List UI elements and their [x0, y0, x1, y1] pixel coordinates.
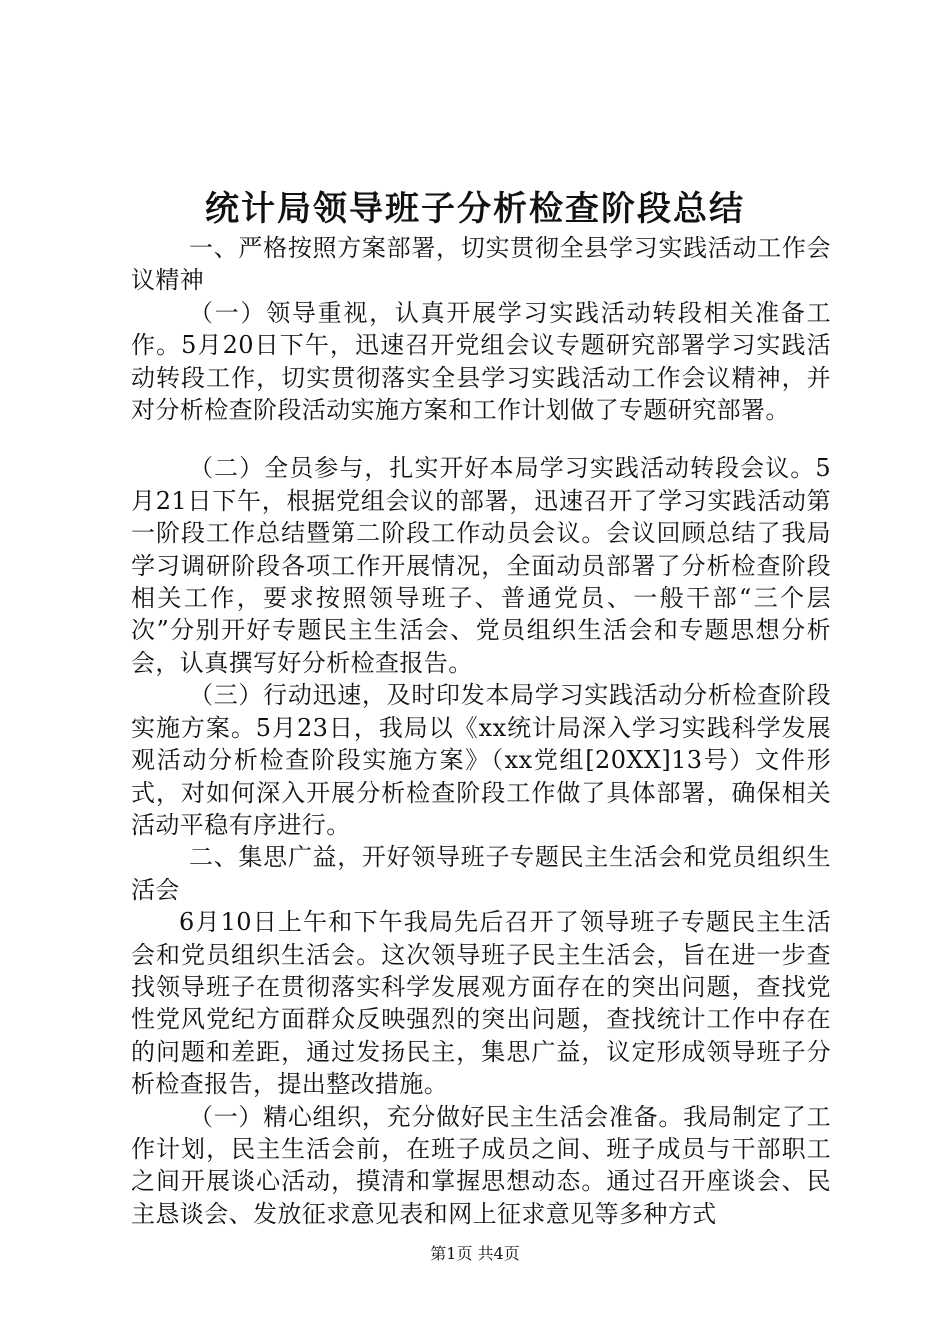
- paragraph-2-1: （一）精心组织，充分做好民主生活会准备。我局制定了工作计划，民主生活会前，在班子成员之间、班子成员与干部职工之间开展谈心活动，摸清和掌握思想动态。通过召开座谈会、民主恳谈会、发放征求意见表和网上征求意见等多种方式: [131, 1102, 831, 1228]
- paragraph-1-1: （一）领导重视，认真开展学习实践活动转段相关准备工作。5月20日下午，迅速召开党组会议专题研究部署学习实践活动转段工作，切实贯彻落实全县学习实践活动工作会议精神，并对分析检查阶段活动实施方案和工作计划做了专题研究部署。: [131, 298, 831, 425]
- document-title: 统计局领导班子分析检查阶段总结: [205, 189, 745, 229]
- document-body: [131, 232, 831, 1230]
- page-number-footer: 第1页 共4页: [430, 1244, 520, 1263]
- paragraph-1-3: （三）行动迅速，及时印发本局学习实践活动分析检查阶段实施方案。5月23日，我局以《xx统计局深入学习实践科学发展观活动分析检查阶段实施方案》（xx党组[20XX]13号）文件形式，对如何深入开展分析检查阶段工作做了具体部署，确保相关活动平稳有序进行。: [131, 681, 831, 839]
- paragraph-2-intro: 6月10日上午和下午我局先后召开了领导班子专题民主生活会和党员组织生活会。这次领导班子民主生活会，旨在进一步查找领导班子在贯彻落实科学发展观方面存在的突出问题，查找党性党风党纪方面群众反映强烈的突出问题，查找统计工作中存在的问题和差距，通过发扬民主，集思广益，议定形成领导班子分析检查报告，提出整改措施。: [131, 908, 831, 1099]
- paragraph-1-2: （二）全员参与，扎实开好本局学习实践活动转段会议。5月21日下午，根据党组会议的部署，迅速召开了学习实践活动第一阶段工作总结暨第二阶段工作动员会议。会议回顾总结了我局学习调研阶段各项工作开展情况，全面动员部署了分析检查阶段相关工作，要求按照领导班子、普通党员、一般干部“三个层次”分别开好专题民主生活会、党员组织生活会和专题思想分析会，认真撰写好分析检查报告。: [131, 454, 831, 677]
- section-heading-2: 二、集思广益，开好领导班子专题民主生活会和党员组织生活会: [131, 843, 831, 904]
- section-heading-1: 一、严格按照方案部署，切实贯彻全县学习实践活动工作会议精神: [131, 234, 831, 295]
